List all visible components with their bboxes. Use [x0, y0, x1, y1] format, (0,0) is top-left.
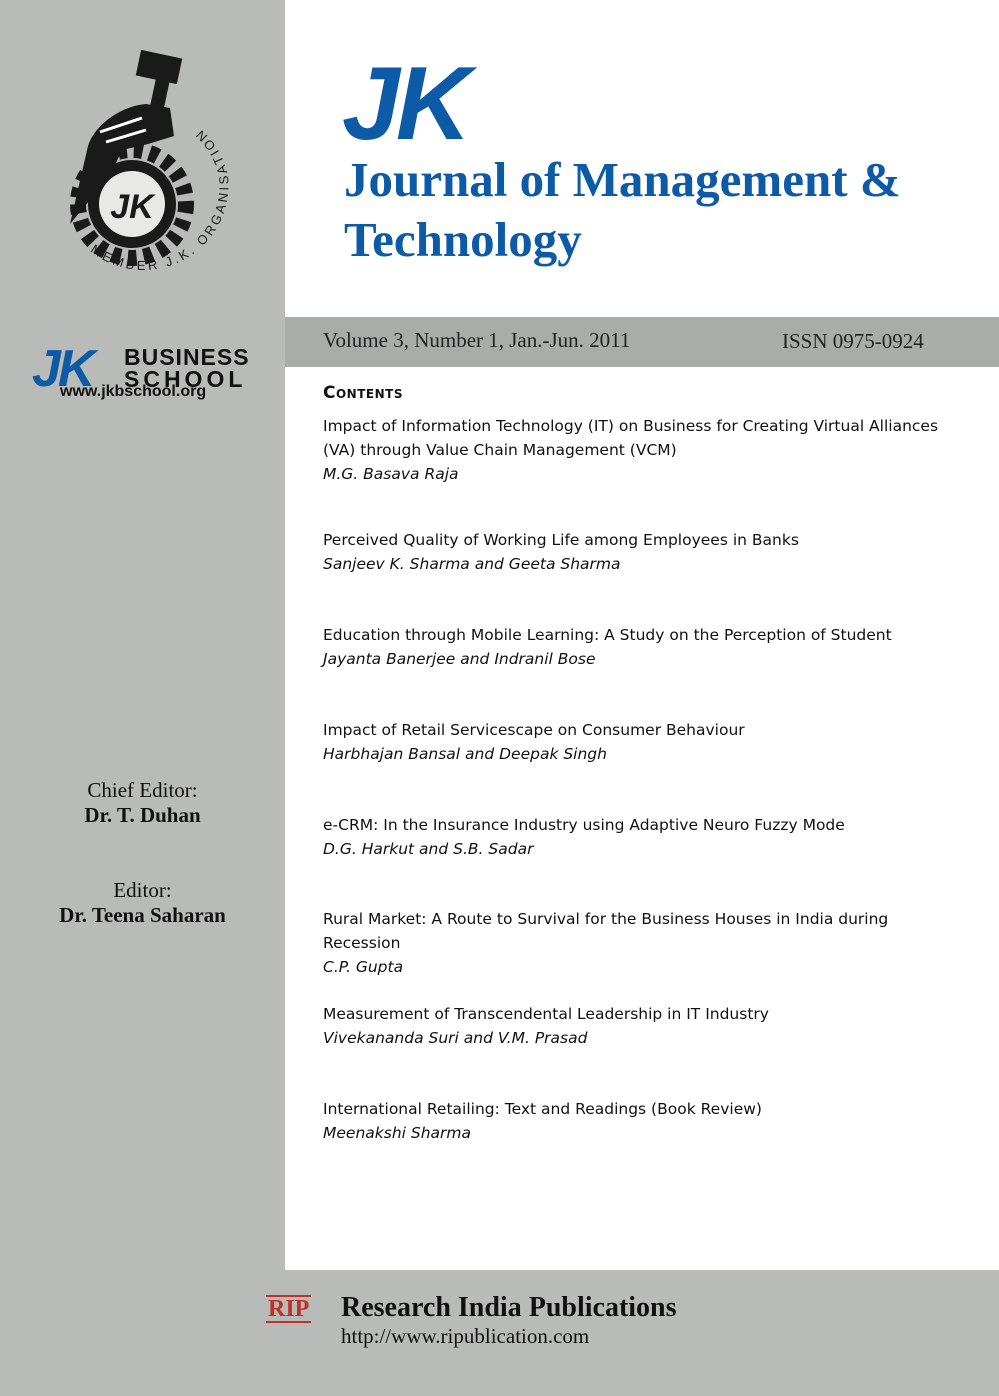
- article-title: Rural Market: A Route to Survival for the Business Houses in India during Recession: [323, 910, 889, 952]
- journal-jk-title: JK: [342, 46, 467, 162]
- article-title: International Retailing: Text and Readings (Book Review): [323, 1100, 762, 1118]
- publisher-name: Research India Publications: [341, 1292, 677, 1323]
- article-title: e-CRM: In the Insurance Industry using Adaptive Neuro Fuzzy Mode: [323, 816, 845, 834]
- article-item[interactable]: [323, 528, 963, 576]
- article-title: Impact of Retail Servicescape on Consumer Behaviour: [323, 721, 745, 739]
- article-item[interactable]: [323, 1002, 963, 1050]
- article-item[interactable]: [323, 813, 963, 861]
- editor-block: [0, 878, 285, 928]
- school-url[interactable]: www.jkbschool.org: [60, 383, 207, 400]
- chief-editor-role: Chief Editor:: [87, 778, 198, 802]
- article-title: Perceived Quality of Working Life among Employees in Banks: [323, 531, 799, 549]
- article-item[interactable]: [323, 623, 963, 671]
- volume-info: Volume 3, Number 1, Jan.-Jun. 2011: [323, 328, 631, 352]
- article-authors: Vivekananda Suri and V.M. Prasad: [323, 1029, 588, 1047]
- journal-title: Journal of Management & Technology: [344, 152, 901, 267]
- jkbs-jk: JK: [32, 340, 93, 398]
- emblem-text: JK: [110, 188, 154, 226]
- article-item[interactable]: [323, 1097, 963, 1145]
- article-authors: Meenakshi Sharma: [323, 1124, 472, 1142]
- article-title: Measurement of Transcendental Leadership in IT Industry: [323, 1005, 769, 1023]
- editor-name: Dr. Teena Saharan: [59, 903, 226, 927]
- article-title: Impact of Information Technology (IT) on Business for Creating Virtual Alliances (VA) through Value Chain Management (VCM): [323, 417, 939, 459]
- chief-editor-name: Dr. T. Duhan: [84, 803, 201, 827]
- ring-text: MEMBER J.K. ORGANISATION: [88, 125, 232, 273]
- article-item[interactable]: [323, 718, 963, 766]
- publisher-url[interactable]: http://www.ripublication.com: [341, 1324, 590, 1348]
- article-item[interactable]: [323, 907, 963, 979]
- article-authors: Harbhajan Bansal and Deepak Singh: [323, 745, 607, 763]
- article-authors: Sanjeev K. Sharma and Geeta Sharma: [323, 555, 621, 573]
- jk-organisation-logo: [50, 46, 260, 296]
- article-title: Education through Mobile Learning: A Study on the Perception of Student: [323, 626, 892, 644]
- article-authors: Jayanta Banerjee and Indranil Bose: [323, 650, 596, 668]
- article-item[interactable]: [323, 414, 963, 486]
- article-authors: C.P. Gupta: [323, 958, 404, 976]
- jkbs-business: BUSINESS: [124, 344, 250, 370]
- chief-editor-block: [0, 778, 285, 828]
- rip-logo: RIP: [268, 1296, 310, 1322]
- article-authors: D.G. Harkut and S.B. Sadar: [323, 840, 534, 858]
- contents-heading: Contents: [323, 383, 403, 403]
- article-authors: M.G. Basava Raja: [323, 465, 459, 483]
- editor-role: Editor:: [113, 878, 172, 902]
- jkbs-school: SCHOOL: [124, 366, 247, 392]
- issn: ISSN 0975-0924: [782, 329, 924, 353]
